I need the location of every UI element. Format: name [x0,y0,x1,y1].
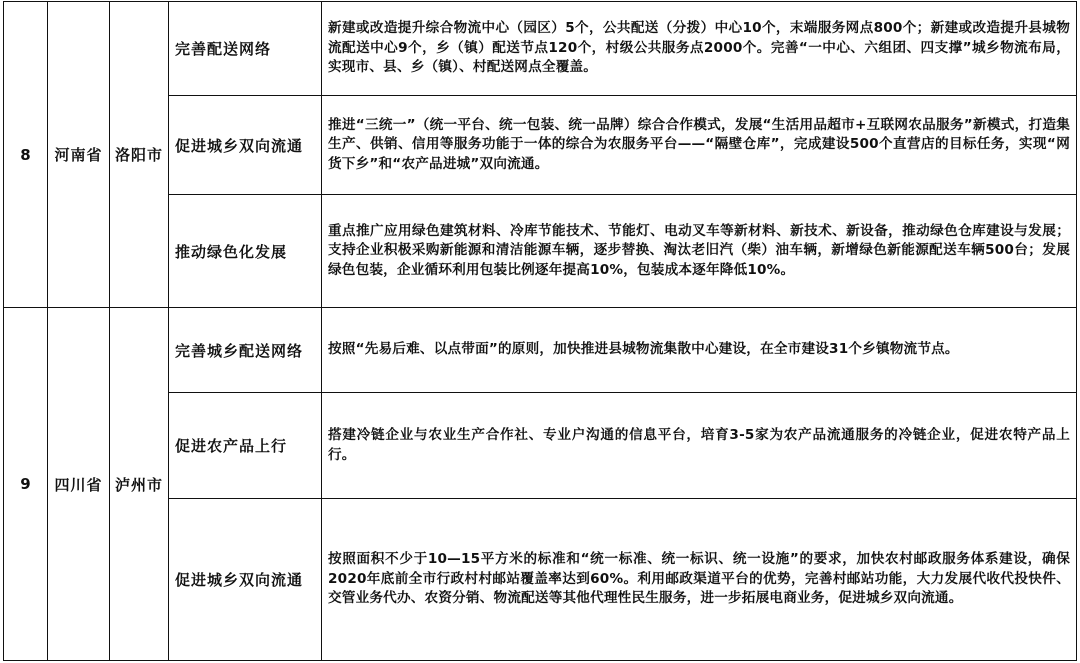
task-cell: 完善城乡配送网络 [169,308,322,393]
table-row [4,2,1077,96]
description-cell: 新建或改造提升综合物流中心（园区）5个，公共配送（分拨）中心10个，末端服务网点800个；新建或改造提升县城物流配送中心9个，乡（镇）配送节点120个，村级公共服务点2000个。完善“一中心、六组团、四支撑”城乡物流布局，实现市、县、乡（镇）、村配送网点全覆盖。 [322,2,1077,96]
row-number: 8 [4,2,48,308]
province-cell: 四川省 [48,308,110,661]
task-cell: 促进农产品上行 [169,393,322,499]
description-cell: 按照“先易后难、以点带面”的原则，加快推进县城物流集散中心建设，在全市建设31个乡镇物流节点。 [322,308,1077,393]
row-number: 9 [4,308,48,661]
policy-table [3,1,1077,661]
table-row [4,308,1077,393]
task-cell: 促进城乡双向流通 [169,96,322,195]
city-cell: 洛阳市 [110,2,169,308]
task-cell: 完善配送网络 [169,2,322,96]
description-cell: 按照面积不少于10—15平方米的标准和“统一标准、统一标识、统一设施”的要求，加快农村邮政服务体系建设，确保2020年底前全市行政村村邮站覆盖率达到60%。利用邮政渠道平台的优势，完善村邮站功能，大力发展代收代投快件、交管业务代办、农资分销、物流配送等其他代理性民生服务，进一步拓展电商业务，促进城乡双向流通。 [322,499,1077,661]
task-cell: 促进城乡双向流通 [169,499,322,661]
city-cell: 泸州市 [110,308,169,661]
description-cell: 推进“三统一”（统一平台、统一包装、统一品牌）综合合作模式，发展“生活用品超市+互联网农品服务”新模式，打造集生产、供销、信用等服务功能于一体的综合为农服务平台——“隔壁仓库”，完成建设500个直营店的目标任务，实现“网货下乡”和“农产品进城”双向流通。 [322,96,1077,195]
task-cell: 推动绿色化发展 [169,195,322,308]
province-cell: 河南省 [48,2,110,308]
description-cell: 重点推广应用绿色建筑材料、冷库节能技术、节能灯、电动叉车等新材料、新技术、新设备，推动绿色仓库建设与发展；支持企业积极采购新能源和清洁能源车辆，逐步替换、淘汰老旧汽（柴）油车辆，新增绿色新能源配送车辆500台；发展绿色包装，企业循环利用包装比例逐年提高10%，包装成本逐年降低10%。 [322,195,1077,308]
description-cell: 搭建冷链企业与农业生产合作社、专业户沟通的信息平台，培育3-5家为农产品流通服务的冷链企业，促进农特产品上行。 [322,393,1077,499]
